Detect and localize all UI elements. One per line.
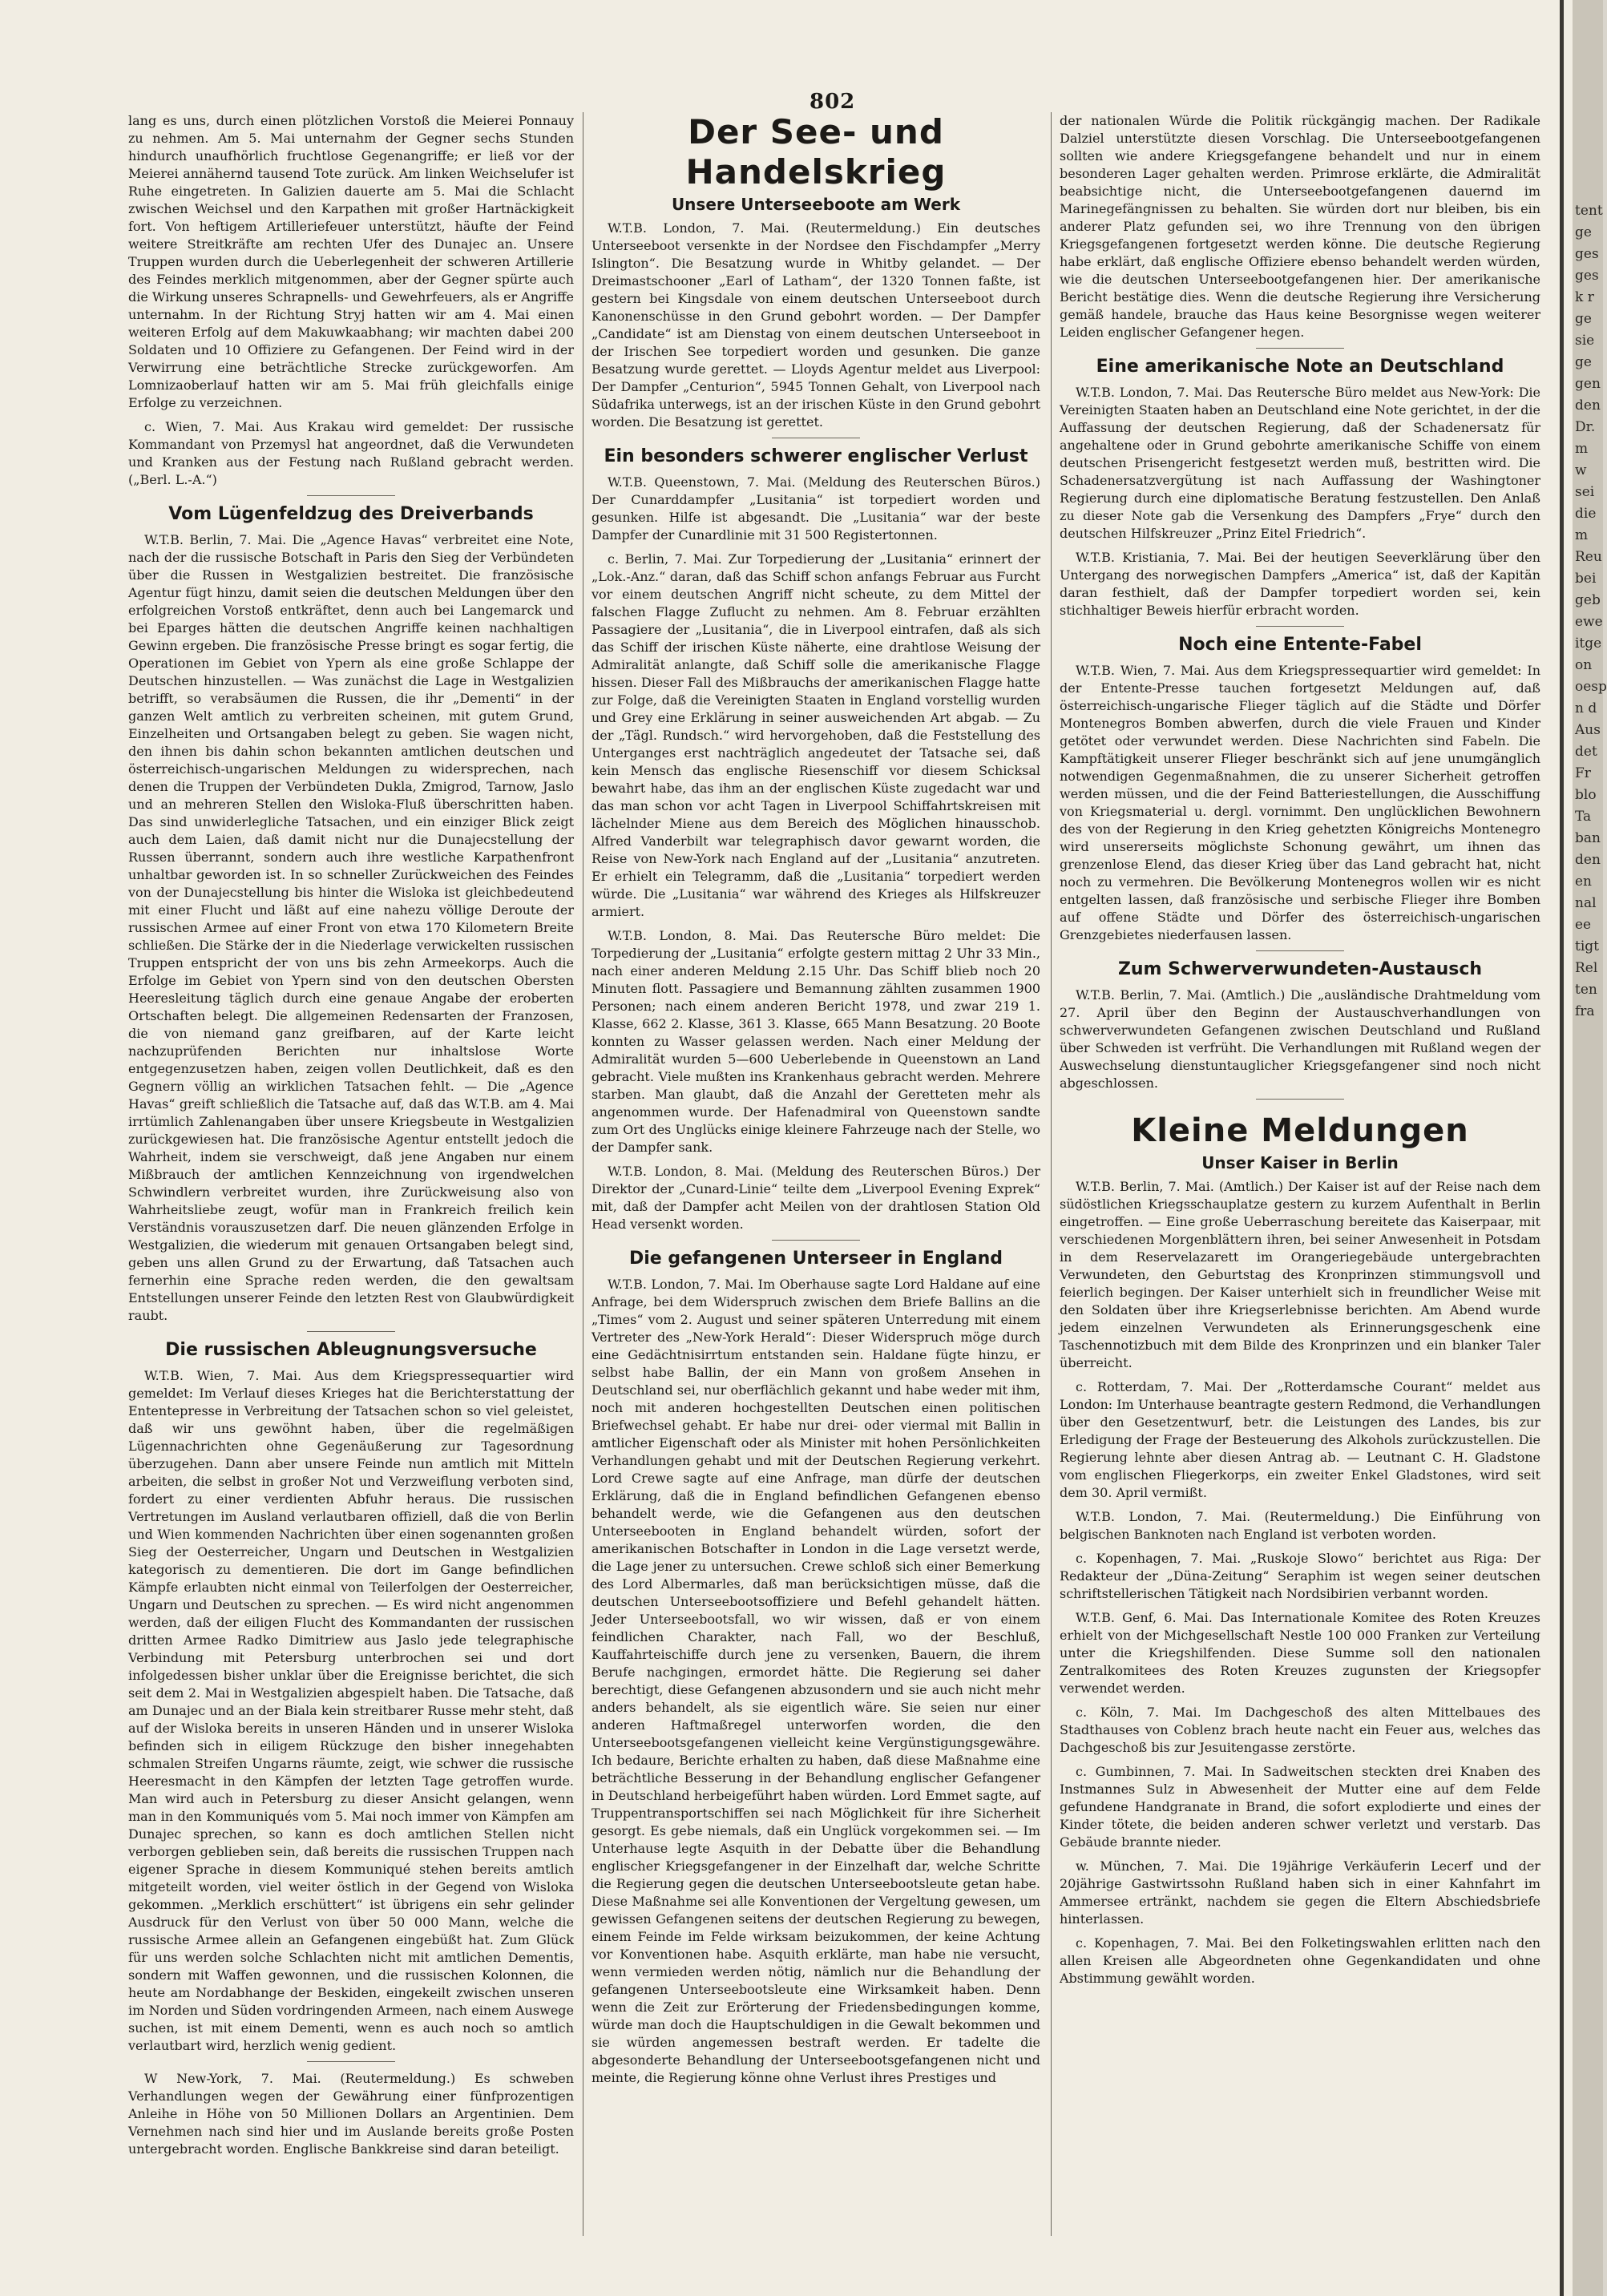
article-luegenfeldzug: W.T.B. Berlin, 7. Mai. Die „Agence Havas“ verbreitet eine Note, nach der die russische Botschaft in Paris den Sieg der Verbündeten über die Russen in Westgalizien bestreitet. Die französische Agentur fügt hinzu, damit seien die deutschen Meldungen über den erfolgreichen Vorstoß entkräftet, denn auch bei Langemarck und bei Eparges hätten die deutschen Angriffe keinen nachhaltigen Gewinn ergeben. Die französische Presse bringt es sogar fertig, die Operationen im Gebiet von Ypern als eine große Schlappe der Deutschen hinzustellen. — Was zunächst die Lage in Westgalizien betrifft, so verabsäumen die Russen, die ihr „Dementi“ in der ganzen Welt amtlich zu verbreiten scheinen, mit gutem Grund, Einzelheiten und Ortsangaben belegt zu geben. Sie wagen nicht, den ihnen bis dahin schon bekannten amtlichen deutschen und österreichisch-ungarischen Meldungen zu widersprechen, nach denen die Truppen der Verbündeten Dukla, Zmigrod, Tarnow, Jaslo und an mehreren Stellen den Wisloka-Fluß überschritten haben. Das sind unwiderlegliche Tatsachen, und ein einziger Blick zeigt auch dem Laien, daß damit nicht nur die Dunajecstellung der Russen überrannt, sondern auch ihre westliche Karpathenfront unhaltbar geworden ist. In so schneller Zurückweichen des Feindes von der Dunajecstellung bis hinter die Wisloka ist gleichbedeutend mit einer Flucht und läßt auf eine nahezu völlige Deroute der russischen Armee auf einer Front von etwa 170 Kilometern Breite schließen. Die Stärke der in die Niederlage verwickelten russischen Truppen entspricht der von uns bis zehn Armeekorps. Auch die Erfolge im Gebiet von Ypern sind von den deutschen Obersten Heeresleitung täglich durch eine genaue Angabe der eroberten Ortschaften belegt. Die allgemeinen Redensarten der Franzosen, die von niemand ganz greifbaren, auf der Karte leicht nachzuprüfenden Berichten nur inhaltslose Worte entgegenzusetzen haben, zeigen vollen Deutlichkeit, daß es den Gegnern völlig an wirklichen Tatsachen fehlt. — Die „Agence Havas“ greift schließlich die Tatsache auf, daß das W.T.B. am 4. Mai irrtümlich Zahlenangaben über unsere Kriegsbeute in Westgalizien zurückgewiesen hat. Die französische Agentur entstellt jedoch die Wahrheit, indem sie verschweigt, daß jene Angaben nur einem Mißbrauch der amtlichen Kennzeichnung von irgendwelchen Schwindlern verbreitet wurden, ihre Zurückweisung also von Wahrheitsliebe zeugt, wofür man in Frankreich freilich kein Verständnis vorauszusetzen darf. Die neuen glänzenden Erfolge in Westgalizien, die wiederum mit genauen Ortsangaben belegt sind, geben uns allen Grund zu der Erwartung, daß Tatsachen auch fernerhin eine Sprache reden werden, die den gewaltsam Entstellungen unserer Feinde den letzten Rest von Glaubwürdigkeit raubt. bbox=[128, 532, 574, 1323]
facing-page-line: tigt bbox=[1575, 938, 1599, 954]
facing-page-line: m bbox=[1575, 527, 1589, 543]
section-subtitle-uboote: Unsere Unterseeboote am Werk bbox=[671, 195, 961, 214]
article-gumbinnen: c. Gumbinnen, 7. Mai. In Sadweitschen steckten drei Knaben des Instmannes Sulz in Abwesenheit der Mutter eine auf dem Felde gefundene Handgranate in Brand, die sofort explodierte und eines der Kinder tötete, die beiden anderen schwer verletzt und verstarb. Das Gebäude brannte nieder. bbox=[1060, 1764, 1540, 1850]
article-entente-fabel: W.T.B. Wien, 7. Mai. Aus dem Kriegspressequartier wird gemeldet: In der Entente-Presse tauchen fortgesetzt Meldungen auf, daß österreichisch-ungarische Flieger täglich auf die Städte und Dörfer Montenegros Bomben abwerfen, durch die viele Frauen und Kinder getötet oder verwundet werden. Diese Nachrichten sind Fabeln. Die Kampftätigkeit unserer Flieger beschränkt sich auf jene unumgänglich notwendigen Gegenmaßnahmen, die zu unserer Sicherheit getroffen werden müssen, und die der Feind Batteriestellungen, die Ausschiffung von Kriegsmaterial u. dergl. vornimmt. Den unglücklichen Bewohnern des von der Regierung in den Krieg gehetzten Königreichs Montenegro wird unsererseits möglichste Schonung gewährt, um ihnen das grenzenlose Elend, das dieser Krieg über das Land gebracht hat, nicht noch zu vermehren. Die Bevölkerung Montenegros wollen wir es nicht entgelten lassen, daß französische und serbische Flieger ihre Bomben auf offene Städte und Dörfer des österreichisch-ungarischen Grenzgebietes niederfausen lassen. bbox=[1060, 663, 1540, 942]
facing-page-line: Fr bbox=[1575, 765, 1591, 781]
article-lusitania-cunard: W.T.B. London, 8. Mai. (Meldung des Reuterschen Büros.) Der Direktor der „Cunard-Linie“ teilte dem „Liverpool Evening Exprek“ mit, daß der Dampfer acht Meilen von der drahtlosen Station Old Head versenkt worden. bbox=[592, 1164, 1040, 1232]
headline-luegenfeldzug: Vom Lügenfeldzug des Dreiverbands bbox=[168, 504, 534, 524]
facing-page-line: itge bbox=[1575, 636, 1602, 652]
column-rule-right bbox=[1051, 112, 1052, 2236]
section-divider bbox=[307, 495, 395, 496]
facing-page-line: nal bbox=[1575, 895, 1597, 911]
section-divider bbox=[1256, 626, 1344, 627]
article-uboote-london: W.T.B. London, 7. Mai. (Reutermeldung.) Ein deutsches Unterseeboot versenkte in der Nordsee den Fischdampfer „Merry Islington“. Die Besatzung wurde in Whitby gelandet. — Der Dreimastschooner „Earl of Latham“, der 1320 Tonnen faßte, ist gestern bei Kingsdale von einem deutschen Unterseeboot durch Kanonenschüsse in den Grund gebohrt worden. — Der Dampfer „Candidate“ ist am Dienstag von einem deutschen Unterseeboot in der Irischen See torpediert worden und gesunken. Die ganze Besatzung wurde gerettet. — Lloyds Agentur meldet aus Liverpool: Der Dampfer „Centurion“, 5945 Tonnen Gehalt, von Liverpool nach Südafrika unterwegs, ist an der irischen Küste in den Grund gebohrt worden. Die Besatzung ist gerettet. bbox=[592, 220, 1040, 430]
facing-page-line: gen bbox=[1575, 376, 1601, 392]
facing-page-line: Rel bbox=[1575, 960, 1598, 976]
facing-page-line: die bbox=[1575, 506, 1597, 522]
facing-page-line: fra bbox=[1575, 1003, 1595, 1019]
headline-schwerverwundeten-austausch: Zum Schwerverwundeten-Austausch bbox=[1117, 959, 1483, 979]
facing-page-line: ten bbox=[1575, 982, 1597, 998]
facing-page-line: blo bbox=[1575, 787, 1597, 803]
facing-page-line: n d bbox=[1575, 700, 1597, 716]
article-new-york-loan: W New-York, 7. Mai. (Reutermeldung.) Es schweben Verhandlungen wegen der Gewährung einer fünfprozentigen Anleihe in Höhe von 50 Millionen Dollars an Argentinien. Dem Vernehmen nach sind hier und im Auslande bereits große Posten untergebracht worden. Englische Bankkreise sind daran beteiligt. bbox=[128, 2071, 574, 2157]
section-title-kleine-meldungen: Kleine Meldungen bbox=[1131, 1112, 1469, 1149]
facing-page-line: on bbox=[1575, 657, 1593, 673]
facing-page-line: en bbox=[1575, 874, 1593, 890]
facing-page-line: bei bbox=[1575, 571, 1597, 587]
headline-amerikanische-note: Eine amerikanische Note an Deutschland bbox=[1096, 357, 1504, 377]
article-muenchen: w. München, 7. Mai. Die 19jährige Verkäuferin Lecerf und der 20jährige Gastwirtssohn Rußland haben sich in einer Kahnfahrt im Ammersee ertränkt, nachdem sie gegen die Eltern Abschiedsbriefe hinterlassen. bbox=[1060, 1858, 1540, 1927]
facing-page-line: ge bbox=[1575, 354, 1592, 370]
facing-page-line: ban bbox=[1575, 830, 1601, 846]
headline-gefangene-unterseer: Die gefangenen Unterseer in England bbox=[628, 1249, 1003, 1269]
article-genf-rotes-kreuz: W.T.B. Genf, 6. Mai. Das Internationale Komitee des Roten Kreuzes erhielt von der Michgesellschaft Nestle 100 000 Franken zur Verteilung unter die Kriegshilfenden. Diese Summe soll den nationalen Zentralkomitees des Roten Kreuzes zugunsten der Kriegsopfer verwendet werden. bbox=[1060, 1610, 1540, 1696]
page-number: 802 bbox=[810, 90, 856, 114]
facing-page-line: den bbox=[1575, 397, 1601, 414]
facing-page-line: ges bbox=[1575, 246, 1599, 262]
article-kristiania: W.T.B. Kristiania, 7. Mai. Bei der heutigen Seeverklärung über den Untergang des norwegischen Dampfers „America“ ist, daß der Kapitän daran festhielt, daß der Dampfer torpediert worden sei, kein stichhaltiger Beweis hierfür erbracht worden. bbox=[1060, 550, 1540, 618]
article-russian-denials: W.T.B. Wien, 7. Mai. Aus dem Kriegspressequartier wird gemeldet: Im Verlauf dieses Krieges hat die Berichterstattung der Ententepresse in Verbreitung der Tatsachen schon so viel geleistet, daß wir uns gewöhnt haben, über die regelmäßigen Lügennachrichten ohne Gegenäußerung zur Tagesordnung überzugehen. Dann aber unsere Feinde nun amtlich mit Mitteln arbeiten, die selbst in großer Not und Verzweiflung verboten sind, fordert zu einer verdienten Abfuhr heraus. Die russischen Vertretungen im Ausland verlautbaren offiziell, daß die von Berlin und Wien kommenden Nachrichten über einen sogenannten großen Sieg der Oesterreicher, Ungarn und Deutschen in Westgalizien kategorisch zu dementieren. Die dort im Gange befindlichen Kämpfe erlaubten nicht einmal von Teilerfolgen der Oesterreicher, Ungarn und Deutschen zu sprechen. — Es wird nicht angenommen werden, daß der eiligen Flucht des Kommandanten der russischen dritten Armee Radko Dimitriew aus Jaslo jede telegraphische Verbindung mit Petersburg unterbrochen sei und dort infolgedessen bisher unklar über die Ereignisse berichtet, die sich seit dem 2. Mai in Westgalizien abgespielt haben. Die Tatsache, daß am Dunajec und an der Biala kein streitbarer Russe mehr steht, daß auf der Wisloka bereits in unseren Händen und in unserer Wisloka befinden sich in eiligem Rückzuge den bisher innegehabten schmalen Streifen Ungarns räumte, zeigt, wie schwer die russische Heeresmacht in den Kämpfen der letzten Tage getroffen wurde. Man wird auch in Petersburg zu dieser Ansicht gelangen, wenn man in den Kommuniqués vom 5. Mai noch immer von Kämpfen am Dunajec sprechen, so kann es doch amtlichen Stellen nicht verborgen geblieben sein, daß bereits die russischen Truppen nach eigener Sprache in diesem Kommuniqué stehen bereits amtlich mitgeteilt worden, viel weiter östlich in der Gegend von Wisloka gekommen. „Merklich erschüttert“ ist übrigens ein sehr gelinder Ausdruck für den Verlust von über 50 000 Mann, welche die russische Armee allein an Gefangenen eingebüßt hat. Zum Glück für uns werden solche Schlachten nicht mit amtlichen Dementis, sondern mit Waffen gewonnen, und die russischen Kolonnen, die heute am Nordabhange der Beskiden, eingekeilt zwischen unseren im Norden und Süden vordringenden Armeen, nach einem Auswege suchen, ist mit einem Dementi, wenn es auch noch so amtlich verlautbart wird, herzlich wenig gedient. bbox=[128, 1368, 574, 2053]
binding-gutter bbox=[1560, 0, 1564, 2296]
headline-entente-fabel: Noch eine Entente-Fabel bbox=[1178, 635, 1422, 655]
facing-page-line: Reu bbox=[1575, 549, 1602, 565]
facing-page-line: den bbox=[1575, 852, 1601, 868]
facing-page-line: oesp bbox=[1575, 679, 1607, 695]
headline-englischer-verlust: Ein besonders schwerer englischer Verlust bbox=[604, 446, 1028, 466]
facing-page-line: sei bbox=[1575, 484, 1595, 500]
facing-page-line: ge bbox=[1575, 311, 1592, 327]
article-kaiser-berlin: W.T.B. Berlin, 7. Mai. (Amtlich.) Der Kaiser ist auf der Reise nach dem südöstlichen Kriegsschauplatze gestern zu kurzem Aufenthalt in Berlin eingetroffen. — Eine große Ueberraschung bereitete das Kaiserpaar, mit verschiedenen Morgenblättern ihren, bei seiner Anwesenheit in Potsdam in dem Reservelazarett im Orangeriegebäude untergebrachten Verwundeten, den Geburtstag des Kronprinzen stimmungsvoll und feierlich begingen. Der Kaiser unterhielt sich in freundlicher Weise mit den Soldaten über ihre Kriegserlebnisse berichten. Am Abend wurde jedem einzelnen Verwundeten als Erinnerungsgeschenk eine Taschennotizbuch mit dem Bilde des Kronprinzen und ein blanker Taler überreicht. bbox=[1060, 1179, 1540, 1370]
facing-page-line: tent bbox=[1575, 203, 1603, 219]
facing-page-line: det bbox=[1575, 744, 1597, 760]
section-divider bbox=[1256, 950, 1344, 951]
facing-page-line: geb bbox=[1575, 592, 1601, 608]
section-title-seekrieg: Der See- und Handelskrieg bbox=[685, 112, 947, 192]
facing-page-line: ge bbox=[1575, 224, 1592, 240]
facing-page-line: k r bbox=[1575, 289, 1594, 305]
facing-page-line: Ta bbox=[1575, 809, 1592, 825]
article-galicia-continued: lang es uns, durch einen plötzlichen Vorstoß die Meierei Ponnauy zu nehmen. Am 5. Mai unternahm der Gegner sechs Stunden hindurch unaufhörlich fruchtlose Gegenangriffe; er ließ vor der Meierei annähernd tausend Tote zurück. Am linken Weichselufer ist Ruhe eingetreten. In Galizien dauerte am 5. Mai die Schlacht zwischen Weichsel und den Karpathen mit großer Hartnäckigkeit fort. Von heftigem Artilleriefeuer unterstützt, häufte der Feind weitere Streitkräfte am rechten Ufer des Dunajec an. Unsere Truppen wurden durch die Ueberlegenheit der schweren Artillerie des Feindes merklich mitgenommen, aber der Gegner spürte auch die Wirkung unseres Schrapnells- und Gewehrfeuers, als er Angriffe unternahm. In der Richtung Stryj hatten wir am 4. Mai einen weiteren Erfolg auf dem Makuwkaabhang; wir machten dabei 200 Soldaten und 10 Offiziere zu Gefangenen. Der Feind wird in der Verwirrung eine beträchtliche Strecke zurückgeworfen. Am Lomnizaoberlauf hatten wir am 5. Mai früh gleichfalls einige Erfolge zu verzeichnen. bbox=[128, 113, 574, 410]
article-lusitania-london: W.T.B. London, 8. Mai. Das Reutersche Büro meldet: Die Torpedierung der „Lusitania“ erfolgte gestern mittag 2 Uhr 33 Min., nach einer anderen Meldung 2.15 Uhr. Das Schiff blieb noch 20 Minuten flott. Passagiere und Bemannung zählten zusammen 1900 Personen; nach einem anderen Bericht 1978, und zwar 219 1. Klasse, 662 2. Klasse, 361 3. Klasse, 665 Mann Besatzung. 20 Boote konnten zu Wasser gelassen werden. Nach einer Meldung der Admiralität wurden 5—600 Ueberlebende in Queenstown an Land gebracht. Viele mußten ins Krankenhaus gebracht werden. Mehrere starben. Man glaubt, daß die Anzahl der Geretteten mehr als angenommen wurde. Der Hafenadmiral von Queenstown sandte zum Ort des Unglücks einige kleinere Fahrzeuge nach der Stelle, wo der Dampfer sank. bbox=[592, 928, 1040, 1155]
article-kopenhagen-wahlen: c. Kopenhagen, 7. Mai. Bei den Folketingswahlen erlitten nach den allen Kreisen alle Abgeordneten ohne Gegenkandidaten und ohne Abstimmung gewählt worden. bbox=[1060, 1935, 1540, 1986]
facing-page-line: m w bbox=[1575, 441, 1589, 478]
headline-russian-denials: Die russischen Ableugnungsversuche bbox=[165, 1340, 537, 1360]
facing-page-line: ee bbox=[1575, 917, 1592, 933]
article-lusitania-berlin: c. Berlin, 7. Mai. Zur Torpedierung der „Lusitania“ erinnert der „Lok.-Anz.“ daran, daß das Schiff schon anfangs Februar aus Furcht vor einem deutschen Angriff nicht scheute, zu dem Mittel der falschen Flagge Zuflucht zu nehmen. Am 8. Februar erzählten Passagiere der „Lusitania“, die in Liverpool eintrafen, daß als sich das Schiff der irischen Küste näherte, eine drahtlose Weisung der Admiralität anlangte, daß Schiff solle die amerikanische Flagge hissen. Dieser Fall des Mißbrauchs der amerikanischen Flagge hatte zur Folge, daß die Vereinigten Staaten in England vorstellig wurden und Grey eine Erklärung in seiner ausweichenden Art abgab. — Zu der „Tägl. Rundsch.“ wird hervorgehoben, daß die Feststellung des Unterganges erst nachträglich angedeutet der Tatsache sei, daß kein Mensch das englische Riesenschiff vor diesem Schicksal bewahrt habe, das ihm an der englischen Küste zugedacht war und das man schon vor acht Tagen in Liverpool Schiffahrtskreisen mit lächelnder Miene aus dem Bereich des Möglichen hinausschob. Alfred Vanderbilt war telegraphisch davor gewarnt worden, die Reise von New-York nach England auf der „Lusitania“ anzutreten. Er erhielt ein Telegramm, daß die „Lusitania“ torpediert werden würde. Die „Lusitania“ war während des Krieges als Hilfskreuzer armiert. bbox=[592, 551, 1040, 919]
article-unterseer-continued: der nationalen Würde die Politik rückgängig machen. Der Radikale Dalziel unterstützte diesen Vorschlag. Die Unterseebootgefangenen sollten wie andere Kriegsgefangene behandelt und nur in einem besonderen Lager gehalten werden. Primrose erklärte, die Admiralität beabsichtige nicht, die Unterseebootgefangenen dauernd im Marinegefängnissen zu behalten. Sie würden dort nur bleiben, bis ein anderer Platz gefunden sei, wo ihre Trennung von den übrigen Kriegsgefangenen fortgesetzt werden könne. Die deutsche Regierung habe erklärt, daß englische Offiziere ebenso behandelt werden würden, wie die deutschen Unterseebootgefangenen hier. Der amerikanische Bericht bestätige dies. Wenn die deutsche Regierung ihre Versicherung gemäß handele, brauche das Haus keine Besorgnisse wegen weiterer Leiden englischer Gefangener hegen. bbox=[1060, 113, 1540, 340]
article-banknoten: W.T.B. London, 7. Mai. (Reutermeldung.) Die Einführung von belgischen Banknoten nach England ist verboten worden. bbox=[1060, 1509, 1540, 1542]
facing-page-line: ewe bbox=[1575, 614, 1603, 630]
column-3 bbox=[1060, 112, 1540, 2228]
article-lusitania-queenstown: W.T.B. Queenstown, 7. Mai. (Meldung des Reuterschen Büros.) Der Cunarddampfer „Lusitania“ ist torpediert worden und gesunken. Hilfe ist abgesandt. Die „Lusitania“ war der beste Dampfer der Cunardlinie mit 31 500 Registertonnen. bbox=[592, 474, 1040, 543]
column-2 bbox=[592, 112, 1040, 2228]
facing-page-line: Aus bbox=[1575, 722, 1601, 738]
article-kopenhagen-riga: c. Kopenhagen, 7. Mai. „Ruskoje Slowo“ berichtet aus Riga: Der Redakteur der „Düna-Zeitung“ Seraphim ist wegen seiner deutschen schriftstellerischen Tätigkeit nach Nordsibirien verbannt worden. bbox=[1060, 1551, 1540, 1601]
section-divider bbox=[1256, 1099, 1344, 1100]
article-rotterdam: c. Rotterdam, 7. Mai. Der „Rotterdamsche Courant“ meldet aus London: Im Unterhause beantragte gestern Redmond, die Verhandlungen über den Gesetzentwurf, betr. die Leistungen des Landes, bis zur Erledigung der Frage der Besteuerung des Alkohols zurückzustellen. Die Regierung lehnte aber diesen Antrag ab. — Leutnant C. H. Gladstone vom englischen Fliegerkorps, ein zweiter Enkel Gladstones, wird seit dem 30. April vermißt. bbox=[1060, 1379, 1540, 1500]
facing-page-line: ges bbox=[1575, 268, 1599, 284]
section-divider bbox=[1256, 348, 1344, 349]
article-amerikanische-note: W.T.B. London, 7. Mai. Das Reutersche Büro meldet aus New-York: Die Vereinigten Staaten haben an Deutschland eine Note gerichtet, in der die Auffassung der deutschen Regierung, daß der Schadenersatz für angehaltene oder in Grund gebohrte amerikanische Schiffe von einem deutschen Prisengericht festgesetzt werden muß, bestritten wird. Die Schadenersatzvergütung ist nach Auffassung der Washingtoner Regierung durch eine diplomatische Beratung festzustellen. Den Anlaß zu dieser Note gab die Versenkung des Dampfers „Frye“ durch den deutschen Hilfskreuzer „Prinz Eitel Friedrich“. bbox=[1060, 385, 1540, 541]
section-divider bbox=[772, 1240, 860, 1241]
article-koeln-feuer: c. Köln, 7. Mai. Im Dachgeschoß des alten Mittelbaues des Stadthauses von Coblenz brach heute nacht ein Feuer aus, welches das Dachgeschoß bis zur Jesuitengasse zerstörte. bbox=[1060, 1705, 1540, 1755]
article-schwerverwundeten-austausch: W.T.B. Berlin, 7. Mai. (Amtlich.) Die „ausländische Drahtmeldung vom 27. April über den Beginn der Austauschverhandlungen von schwerverwundeten Gefangenen zwischen Deutschland und Rußland über Schweden ist verfrüht. Die Verhandlungen mit Rußland wegen der Auswechselung dienstuntauglicher Kriegsgefangener sind noch nicht abgeschlossen. bbox=[1060, 987, 1540, 1091]
section-divider bbox=[307, 2061, 395, 2062]
facing-page-line: sie bbox=[1575, 333, 1595, 349]
column-1 bbox=[128, 112, 574, 2228]
section-divider bbox=[307, 1331, 395, 1332]
section-subtitle-kaiser: Unser Kaiser in Berlin bbox=[1201, 1153, 1399, 1172]
facing-page-line: Dr. bbox=[1575, 419, 1596, 435]
facing-page-fragment bbox=[1575, 200, 1607, 1023]
article-gefangene-unterseer: W.T.B. London, 7. Mai. Im Oberhause sagte Lord Haldane auf eine Anfrage, bei dem Widerspruch zwischen dem Briefe Ballins an die „Times“ vom 2. August und seiner späteren Unterredung mit einem Vertreter des „New-York Herald“: Dieser Widerspruch möge durch eine Gedächtnisirrtum entstanden sein. Haldane fügte hinzu, er selbst habe Ballin, der ein Mann von großem Ansehen in Deutschland sei, nur oberflächlich gekannt und habe weder mit ihm, noch mit anderen hochgestellten Deutschen einen politischen Briefwechsel gehabt. Er habe nur drei- oder viermal mit Ballin in amtlicher Eigenschaft oder als Minister mit hohen Persönlichkeiten Verhandlungen gehabt und mit der Deutschen Regierung verkehrt. Lord Crewe sagte auf eine Anfrage, man dürfe der deutschen Erklärung, daß die in England befindlichen Gefangenen ebenso behandelt werde, wie die Gefangenen aus den deutschen Unterseebooten in England behandelt würden, sofort der amerikanischen Botschafter in London in die Lage versetzt werde, die Lage jener zu untersuchen. Crewe schloß sich einer Bemerkung des Lord Albermarles, daß man berücksichtigen müsse, daß die deutschen Unterseebootsoffiziere und Befehl gehandelt hätten. Jeder Unterseebootsfall, wo wir wissen, daß er von einem feindlichen Charakter, nach Fall, wo der Beschluß, Kauffahrteischiffe durch jene zu versenken, Bauern, die ihrem Berufe nachgingen, ermordet hätte. Die Regierung sei daher berechtigt, diese Gefangenen abzusondern und sie auch nicht mehr anders behandelt, als sie eigentlich wäre. Sie seien nur einer anderen Haftmaßregel unterworfen worden, die den Unterseebootsgefangenen vielleicht keine Vergünstigungsgewähre. Ich bedaure, Berichte erhalten zu haben, daß diese Maßnahme eine beträchtliche Besserung in der Behandlung englischer Gefangener in Deutschland herbeigeführt haben würden. Lord Emmet sagte, auf Truppentransportschiffen sei nach Möglichkeit für ihre Sicherheit gesorgt. Es gebe niemals, daß ein Unglück vorgekommen sei. — Im Unterhause legte Asquith in der Debatte über die Behandlung englischer Kriegsgefangener in der Einzelhaft dar, welche Schritte die Regierung gegen die deutschen Unterseebootsleute getan habe. Diese Maßnahme sei alle Konventionen der Vergeltung gewesen, um gewissen Gefangenen seitens der deutschen Regierung zu bewegen, einem Feinde im Felde wirksam beizukommen, der keine Achtung vor Konventionen habe. Asquith erklärte, man habe nie versucht, wenn vermieden werden nötig, nämlich nur die Behandlung der gefangenen Unterseebootsleute eine Wirksamkeit haben. Denn wenn die Zeit zur Erörterung der Friedensbedingungen komme, würde man doch die Hauptschuldigen in die Gewalt bekommen und sie würden angemessen bestraft werden. Er tadelte die abgesonderte Behandlung der Unterseebootsgefangenen nicht und meinte, die Regierung könne ohne Verlust ihres Prestiges und bbox=[592, 1277, 1040, 2085]
article-przemysl-wounded: c. Wien, 7. Mai. Aus Krakau wird gemeldet: Der russische Kommandant von Przemysl hat angeordnet, daß die Verwundeten und Kranken aus der Festung nach Rußland gebracht werden. („Berl. L.-A.“) bbox=[128, 419, 574, 487]
